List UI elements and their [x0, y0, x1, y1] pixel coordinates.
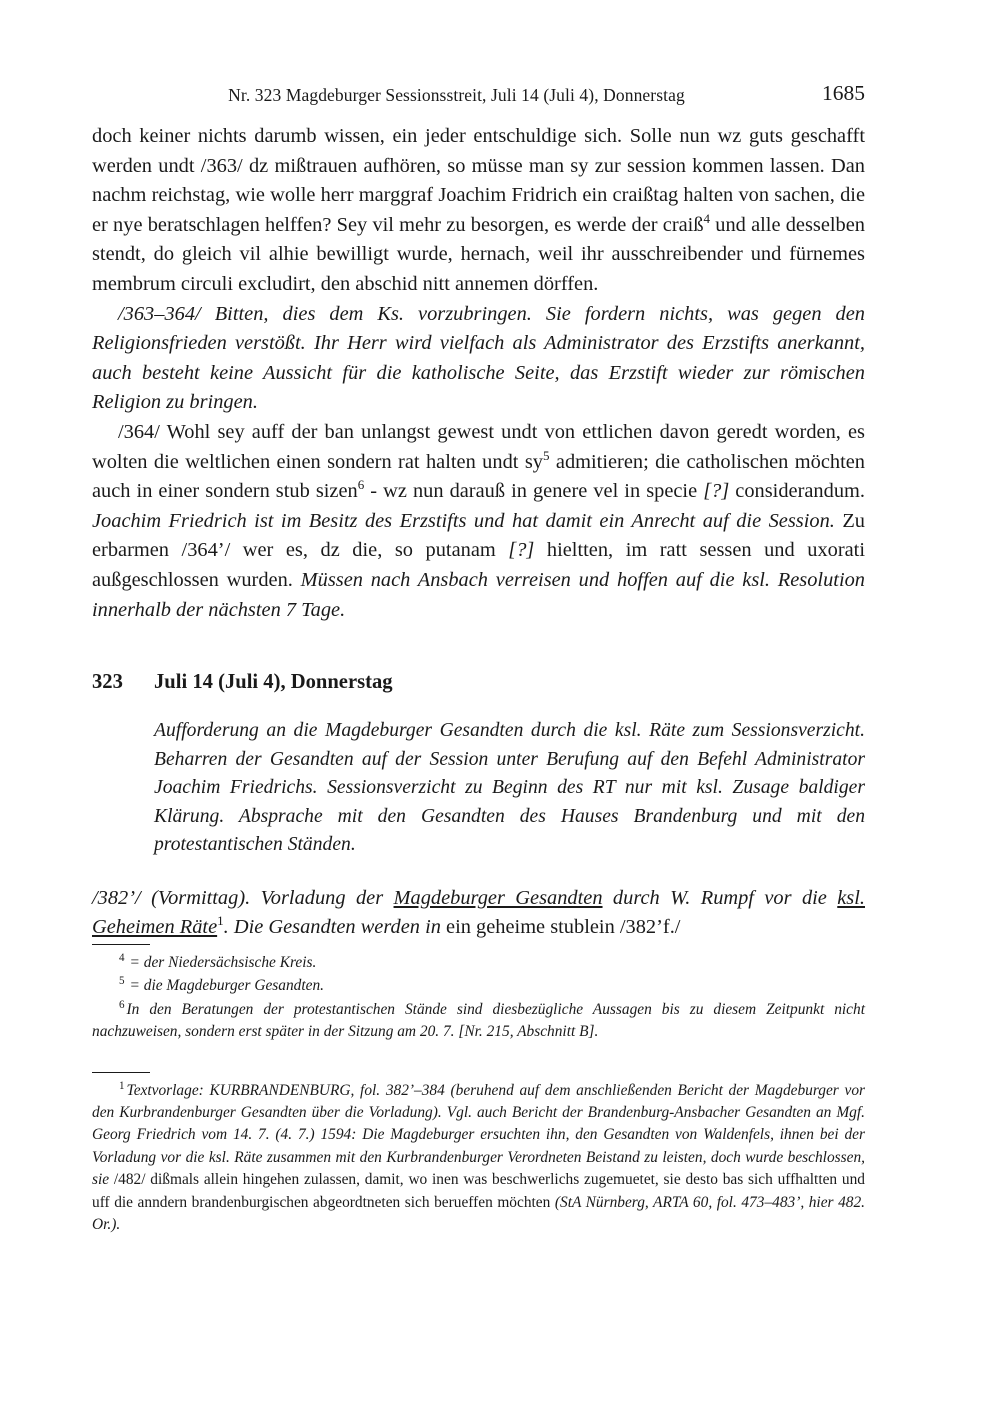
- footnote-4: [92, 952, 865, 974]
- running-head: [92, 78, 865, 112]
- footnote-ref-4[interactable]: 4: [703, 210, 711, 226]
- footnote-mark: 5: [119, 975, 125, 988]
- document-page: [92, 0, 865, 1418]
- segment-italic-query: [?]: [508, 539, 535, 562]
- footnote-text: Textvorlage: KURBRANDENBURG, fol. 382’–384 (beruhend auf dem anschließenden Bericht der Magdeburger vor den Kurbrandenburger Gesandten über die Vorladung). Vgl. auch Bericht der Brandenburg-Ansbacher Gesandten an Mgf. Georg Friedrich vom 14. 7. (4. 7.) 1594: Die Magdeburger ersuchten ihn, den Gesandten von Waldenfels, ihnen bei der Vorladung vor die ksl. Räte zusammen mit den Kurbrandenburger Verordneten Beistand zu leisten, doch wurde beschlossen, sie: [92, 1081, 865, 1189]
- footnote-ref-6[interactable]: 6: [357, 477, 365, 493]
- paragraph-text: /363–364/ Bitten, dies dem Ks. vorzubringen. Sie fordern nichts, was gegen den Religionsfrieden verstößt. Ihr Herr wird vielfach als Administrator des Erzstifts anerkannt, auch besteht keine Aussicht für die katholische Seite, das Erzstift wieder zur römischen Religion zu bringen.: [92, 302, 865, 414]
- paragraph-text-start: [92, 884, 865, 943]
- footnote-text: = der Niedersächsische Kreis.: [129, 954, 317, 971]
- footnote-separator-rule-secondary: [92, 1072, 150, 1073]
- segment-italic-summary: Müssen nach Ansbach verreisen und hoffen auf die ksl. Resolution innerhalb der nächsten 7 Tage.: [92, 568, 866, 621]
- segment-roman: admitieren; die catholischen möchten auch in einer sondern stub sizen: [92, 450, 865, 503]
- footnote-separator-rule: [92, 944, 150, 945]
- segment-roman: Zu erbarmen /364’/ wer es, dz die, so putanam: [92, 509, 865, 562]
- segment-roman: hieltten, im ratt sessen und uxorati außgeschlossen wurden.: [92, 539, 866, 591]
- underlined-magdeburger-gesandten: Magdeburger Gesandten: [393, 887, 603, 910]
- body-text: [92, 122, 865, 625]
- segment-roman: considerandum.: [729, 480, 865, 503]
- segment-italic: . Die Gesandten werden in: [223, 916, 447, 939]
- footnote-text: In den Beratungen der protestantischen Stände sind diesbezügliche Aussagen bis zu diesem Zeitpunkt nicht nachzuweisen, sondern erst später in der Sitzung am 20. 7. [Nr. 215, Abschnitt B].: [92, 1000, 865, 1041]
- footnotes-area: [92, 944, 865, 1237]
- segment-italic: /382’/ (Vormittag). Vorladung der: [92, 887, 394, 910]
- footnote-6: [92, 999, 865, 1044]
- section-title: Juli 14 (Juli 4), Donnerstag: [154, 671, 393, 694]
- paragraph-continuation: [92, 122, 865, 300]
- footnote-mark: 6: [119, 998, 125, 1011]
- section-regest: Aufforderung an die Magdeburger Gesandten durch die ksl. Räte zum Sessionsverzicht. Beharren der Gesandten auf der Session unter Berufung auf den Befehl Administrator Joachim Friedrichs. Sessionsverzicht zu Beginn des RT nur mit ksl. Zusage baldiger Klärung. Absprache mit den Gesandten des Hauses Brandenburg und mit den protestantischen Ständen.: [154, 720, 865, 856]
- segment-roman: /364/ Wohl sey auff der ban unlangst gewest undt von ettlichen davon geredt worden, es wolten die weltlichen einen sondern rat halten undt sy: [92, 420, 865, 473]
- paragraph-mixed-364: [92, 418, 865, 625]
- footnote-segment-roman: /482/ dißmals allein hingehen zulassen, damit, wo inen was beschwerlichs zugemuetet, sie desto bas sich uffhaltten und uff die anndern brandenburgischen abgeordtneten sich berueffen möchten: [92, 1171, 865, 1211]
- segment-roman: - wz nun darauß in genere vel in specie: [364, 480, 704, 503]
- paragraph-text-after: und alle desselben stendt, do gleich vil alhie bewilligt wurde, hernach, weil ihr ausschreibender und fürnemes membrum circuli excludirt, den abschid nitt annemen dörffen.: [92, 213, 865, 295]
- running-head-title: Nr. 323 Magdeburger Sessionsstreit, Juli 14 (Juli 4), Donnerstag: [228, 85, 685, 105]
- segment-italic-query: [?]: [703, 480, 730, 503]
- footnote-ref-5[interactable]: 5: [542, 447, 550, 463]
- footnote-mark: 4: [119, 951, 125, 964]
- footnote-text: = die Magdeburger Gesandten.: [129, 977, 325, 995]
- paragraph-text: doch keiner nichts darumb wissen, ein jeder entschuldige sich. Solle nun wz guts geschafft werden undt /363/ dz mißtrauen aufhören, so müsse man sy zur session kommen lassen. Dan nachm reichstag, wie wolle herr marggraf Joachim Fridrich ein craißtag halten von sachen, die er nye beratschlagen helffen? Sey vil mehr zu besorgen, es werde der craiß: [92, 125, 865, 236]
- footnote-5: [92, 975, 865, 997]
- footnote-ref-1[interactable]: 1: [217, 913, 224, 929]
- underlined-ksl-geheimen-raete: ksl. Geheimen Räte: [92, 887, 865, 939]
- footnote-segment-source: (StA Nürnberg, ARTA 60, fol. 473–483’, hier 482. Or.).: [92, 1193, 866, 1234]
- segment-roman-quote: ein geheime stublein /382’f./: [446, 916, 681, 939]
- section-number: 323: [92, 671, 123, 694]
- section-heading: [92, 669, 865, 695]
- footnote-mark: 1: [119, 1079, 125, 1092]
- paragraph-regest-363: [92, 300, 865, 418]
- segment-italic-summary: Joachim Friedrich ist im Besitz des Erzstifts und hat damit ein Anrecht auf die Session.: [92, 509, 835, 532]
- footnotes-group-secondary: [92, 1072, 865, 1237]
- footnote-1: [92, 1080, 865, 1237]
- page-number: 1685: [822, 81, 865, 105]
- segment-italic: durch W. Rumpf vor die: [602, 887, 838, 910]
